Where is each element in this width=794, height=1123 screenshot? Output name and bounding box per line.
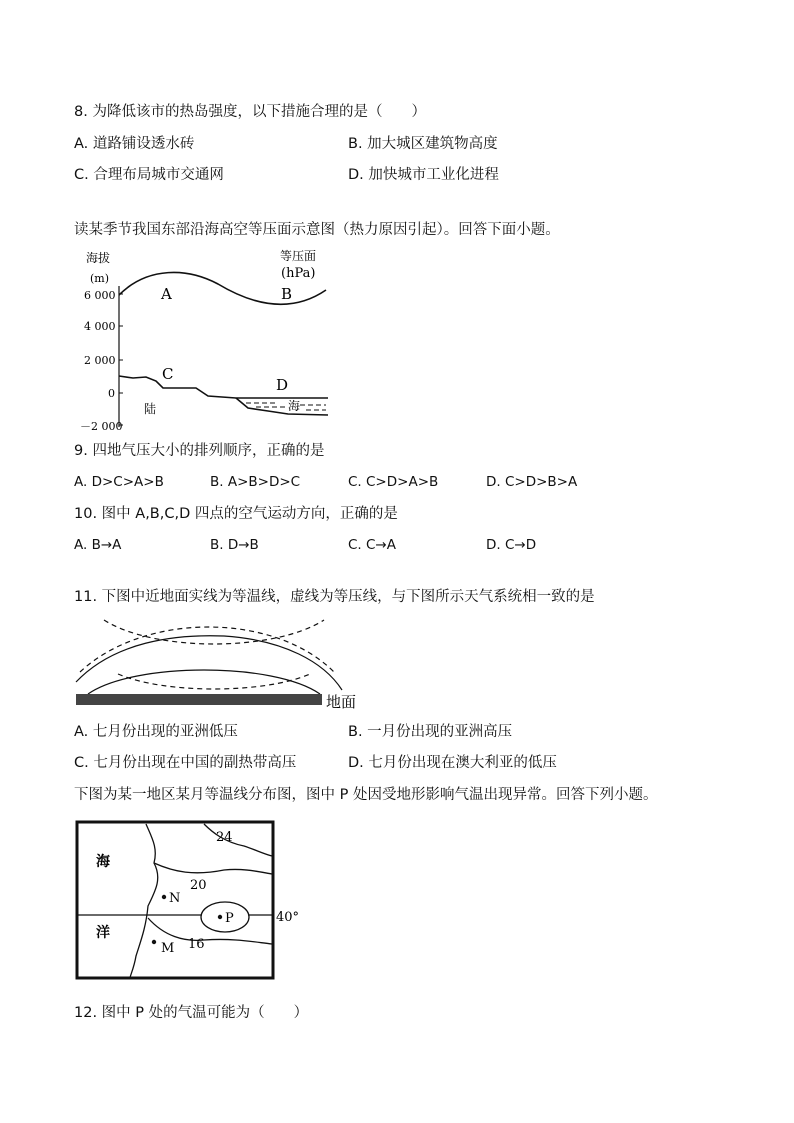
tick-4000: 4 000 (84, 320, 116, 333)
point-m-dot (152, 940, 156, 944)
q10-option-d: D. C→D (486, 537, 537, 553)
land-label: 陆 (144, 402, 157, 416)
ground-bar (76, 694, 322, 705)
sea-label-2: 洋 (96, 925, 110, 941)
weather-system-figure (74, 612, 370, 712)
q12-stem: 12. 图中 P 处的气温可能为（ ） (74, 1005, 309, 1021)
isobar-upper (104, 620, 324, 644)
latitude-label: 40° (276, 910, 300, 925)
point-p-dot (218, 915, 222, 919)
intro-1: 读某季节我国东部沿海高空等压面示意图（热力原因引起）。回答下面小题。 (74, 222, 560, 238)
isotherm-16-label: 16 (188, 937, 205, 952)
q9-option-a: A. D>C>A>B (74, 474, 164, 490)
isotherm-lower (88, 670, 320, 694)
point-b-label: B (281, 285, 293, 303)
land-surface-line (119, 376, 328, 398)
isobar-middle (80, 627, 334, 672)
q8-option-a: A. 道路铺设透水砖 (74, 136, 195, 152)
surface-unit: (hPa) (281, 266, 316, 281)
isobaric-surface-figure (78, 246, 340, 434)
sea-label: 海 (288, 399, 301, 413)
q11-stem: 11. 下图中近地面实线为等温线，虚线为等压线，与下图所示天气系统相一致的是 (74, 589, 595, 605)
surface-title: 等压面 (280, 249, 317, 263)
tick-minus-2000: －2 000 (80, 420, 123, 433)
ground-label: 地面 (326, 693, 357, 711)
q11-option-c: C. 七月份出现在中国的副热带高压 (74, 755, 297, 771)
intro-2: 下图为某一地区某月等温线分布图，图中 P 处因受地形影响气温出现异常。回答下列小题。 (74, 787, 658, 803)
q10-option-a: A. B→A (74, 537, 122, 553)
q10-option-c: C. C→A (348, 537, 396, 553)
isotherm-map-figure (74, 818, 306, 984)
point-a-label: A (161, 285, 172, 303)
q8-option-c: C. 合理布局城市交通网 (74, 167, 224, 183)
point-p-label: P (225, 911, 234, 926)
isotherm-24-label: 24 (216, 830, 233, 845)
point-n-label: N (169, 891, 181, 906)
point-n-dot (162, 895, 166, 899)
sea-label-1: 海 (96, 854, 110, 870)
tick-6000: 6 000 (84, 289, 116, 302)
tick-0: 0 (108, 387, 115, 400)
q11-option-d: D. 七月份出现在澳大利亚的低压 (348, 755, 557, 771)
q9-option-c: C. C>D>A>B (348, 474, 439, 490)
tick-2000: 2 000 (84, 354, 116, 367)
q8-stem: 8. 为降低该市的热岛强度，以下措施合理的是（ ） (74, 104, 426, 120)
q10-stem: 10. 图中 A,B,C,D 四点的空气运动方向，正确的是 (74, 506, 398, 522)
q11-option-a: A. 七月份出现的亚洲低压 (74, 724, 238, 740)
q11-option-b: B. 一月份出现的亚洲高压 (348, 724, 513, 740)
y-axis-title: 海拔 (86, 251, 111, 265)
point-m-label: M (161, 941, 175, 956)
isotherm-20-label: 20 (190, 878, 207, 893)
q9-option-d: D. C>D>B>A (486, 474, 578, 490)
q9-option-b: B. A>B>D>C (210, 474, 301, 490)
q8-option-d: D. 加快城市工业化进程 (348, 167, 499, 183)
q8-option-b: B. 加大城区建筑物高度 (348, 136, 498, 152)
q10-option-b: B. D→B (210, 537, 259, 553)
y-axis-unit: (m) (90, 272, 110, 285)
isobar-lower (118, 674, 310, 689)
q9-stem: 9. 四地气压大小的排列顺序，正确的是 (74, 443, 325, 459)
point-d-label: D (276, 376, 289, 394)
point-c-label: C (162, 365, 174, 383)
